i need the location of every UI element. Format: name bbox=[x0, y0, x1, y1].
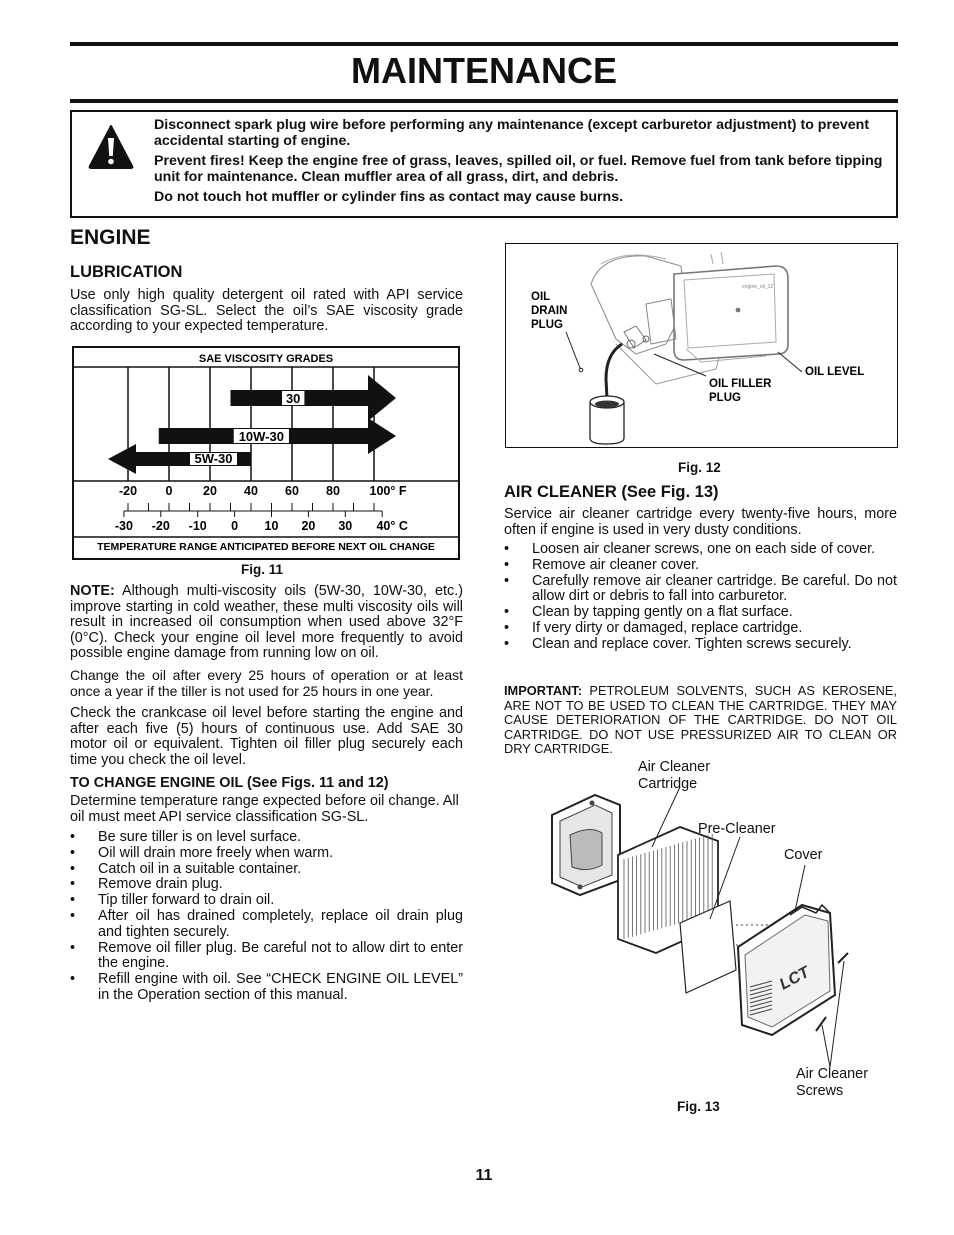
air-cleaner-steps bbox=[504, 542, 897, 653]
subheading-lubrication: LUBRICATION bbox=[70, 263, 183, 281]
header-rule-bottom bbox=[70, 99, 898, 103]
page-title: MAINTENANCE bbox=[351, 50, 617, 91]
warning-text bbox=[154, 118, 884, 211]
check-level-text: Check the crankcase oil level before starting the engine and after each five (5) hours of continuous use. Add SAE 30 motor oil or equivalent. Tighten oil filler plug securely each time you check the oil level. bbox=[70, 705, 463, 768]
tick-label-c: 20 bbox=[301, 519, 316, 533]
chart-title: SAE VISCOSITY GRADES bbox=[198, 353, 334, 365]
chart-footer: TEMPERATURE RANGE ANTICIPATED BEFORE NEXT OIL CHANGE bbox=[97, 541, 435, 553]
list-item: • After oil has drained completely, replace oil drain plug and tighten securely. bbox=[70, 909, 463, 941]
fig13-cover-label: Cover bbox=[784, 847, 823, 863]
page-number: 11 bbox=[475, 1167, 493, 1184]
label-line: Air Cleaner bbox=[796, 1066, 868, 1082]
important-paragraph bbox=[504, 684, 897, 757]
tick-label-c: 30 bbox=[338, 519, 353, 533]
header-rule-top bbox=[70, 42, 898, 46]
list-item: • Carefully remove air cleaner cartridge. Be careful. Do not allow dirt or debris to fall into carburetor. bbox=[504, 574, 897, 606]
fig12-ref-code: engine_oil_12 bbox=[742, 284, 774, 290]
fig12-filler-label: OIL FILLER bbox=[709, 378, 772, 390]
warning-paragraph: Do not touch hot muffler or cylinder fins as contact may cause burns. bbox=[154, 189, 624, 205]
list-item: • If very dirty or damaged, replace cartridge. bbox=[504, 621, 897, 637]
viscosity-chart-svg bbox=[74, 348, 458, 558]
list-item: • Clean and replace cover. Tighten screws securely. bbox=[504, 637, 897, 653]
list-item: • Remove oil filler plug. Be careful not to allow dirt to enter the engine. bbox=[70, 941, 463, 973]
tick-label-c: -20 bbox=[151, 519, 170, 533]
change-oil-steps bbox=[70, 830, 463, 1004]
tick-label-f: 40 bbox=[244, 484, 258, 498]
tick-label-f: 20 bbox=[203, 484, 217, 498]
tick-label-c: 40° C bbox=[376, 519, 408, 533]
fig13-screws-label bbox=[796, 1066, 868, 1100]
list-item: • Loosen air cleaner screws, one on each side of cover. bbox=[504, 542, 897, 558]
list-item: • Tip tiller forward to drain oil. bbox=[70, 893, 463, 909]
fig12-caption: Fig. 12 bbox=[678, 460, 721, 475]
tick-label-c: -10 bbox=[188, 519, 207, 533]
fig12-drain-label: PLUG bbox=[531, 319, 563, 331]
air-cleaner-heading: AIR CLEANER (See Fig. 13) bbox=[504, 483, 719, 501]
change-oil-intro: Determine temperature range expected before oil change. All oil must meet API service classification SG-SL. bbox=[70, 793, 459, 825]
list-item: • Oil will drain more freely when warm. bbox=[70, 846, 463, 862]
list-item: • Remove air cleaner cover. bbox=[504, 558, 897, 574]
fig12-drain-label: DRAIN bbox=[531, 305, 568, 317]
list-item: • Catch oil in a suitable container. bbox=[70, 862, 463, 878]
tick-label-c: -30 bbox=[114, 519, 133, 533]
warning-paragraph: Disconnect spark plug wire before performing any maintenance (except carburetor adjustment) to prevent accidental starting of engine. bbox=[154, 117, 870, 149]
label-line: Air Cleaner bbox=[638, 759, 710, 775]
list-item: • Be sure tiller is on level surface. bbox=[70, 830, 463, 846]
label-line: Screws bbox=[796, 1083, 844, 1099]
fig13-caption: Fig. 13 bbox=[677, 1099, 720, 1114]
fig12-filler-label: PLUG bbox=[709, 392, 741, 404]
important-text: PETROLEUM SOLVENTS, SUCH AS KEROSENE, ARE NOT TO BE USED TO CLEAN THE CARTRIDGE. THEY MAY CAUSE DETERIORATION OF THE CARTRIDGE. DO NOT OIL CARTRIDGE. DO NOT USE PRESSURIZED AIR TO CLEAN OR DRY CARTRIDGE. bbox=[504, 683, 897, 756]
air-cleaner-exploded-illustration bbox=[540, 755, 900, 1100]
tick-label-f: 60 bbox=[285, 484, 299, 498]
list-item: • Clean by tapping gently on a flat surface. bbox=[504, 605, 897, 621]
note-label: NOTE: bbox=[70, 583, 115, 599]
section-heading-engine: ENGINE bbox=[70, 226, 151, 249]
list-item: • Refill engine with oil. See “CHECK ENGINE OIL LEVEL” in the Operation section of this manual. bbox=[70, 972, 463, 1004]
fig12-drain-label: OIL bbox=[531, 291, 551, 303]
tick-label-f: 0 bbox=[165, 484, 173, 498]
viscosity-label: 5W-30 bbox=[194, 451, 233, 466]
note-text: Although multi-viscosity oils (5W-30, 10W-30, etc.) improve starting in cold weather, these multi viscosity oils will result in increased oil consumption when used above 32°F (0°C). Check your engine oil level more frequently to avoid possible engine damage from running low on oil. bbox=[70, 583, 463, 661]
fig12-frame bbox=[505, 243, 898, 448]
warning-triangle-icon bbox=[88, 124, 134, 170]
cover-brand-logo: LCT bbox=[776, 963, 813, 994]
tick-label-c: 10 bbox=[264, 519, 279, 533]
fig11-caption: Fig. 11 bbox=[241, 562, 284, 577]
fig13-precleaner-label: Pre-Cleaner bbox=[698, 821, 776, 837]
air-cleaner-intro: Service air cleaner cartridge every twenty-five hours, more often if engine is used in very dusty conditions. bbox=[504, 506, 897, 538]
engine-drain-illustration bbox=[506, 244, 897, 447]
tick-label-f: 100° F bbox=[369, 484, 407, 498]
lubrication-intro: Use only high quality detergent oil rated with API service classification SG-SL. Select the oil’s SAE viscosity grade according to your expected temperature. bbox=[70, 287, 463, 334]
list-item: • Remove drain plug. bbox=[70, 877, 463, 893]
viscosity-label: 10W-30 bbox=[238, 429, 284, 444]
viscosity-chart bbox=[72, 346, 460, 560]
fig12-oil-level-label: OIL LEVEL bbox=[805, 366, 865, 378]
warning-paragraph: Prevent fires! Keep the engine free of grass, leaves, spilled oil, or fuel. Remove fuel from tank before tipping unit for maintenance. Clean muffler area of all grass, dirt, and debris. bbox=[154, 153, 883, 185]
tick-label-f: 80 bbox=[326, 484, 340, 498]
change-oil-heading: TO CHANGE ENGINE OIL (See Figs. 11 and 12) bbox=[70, 775, 389, 791]
label-line: Cartridge bbox=[638, 776, 698, 792]
note-paragraph bbox=[70, 584, 463, 662]
viscosity-bar-30 bbox=[231, 375, 397, 421]
change-interval-text: Change the oil after every 25 hours of operation or at least once a year if the tiller is not used for 25 hours in one year. bbox=[70, 667, 463, 699]
tick-label-c: 0 bbox=[231, 519, 239, 533]
viscosity-label: 30 bbox=[285, 391, 301, 406]
important-label: IMPORTANT: bbox=[504, 683, 582, 698]
fig13-cartridge-label bbox=[638, 759, 710, 793]
tick-label-f: -20 bbox=[118, 484, 138, 498]
